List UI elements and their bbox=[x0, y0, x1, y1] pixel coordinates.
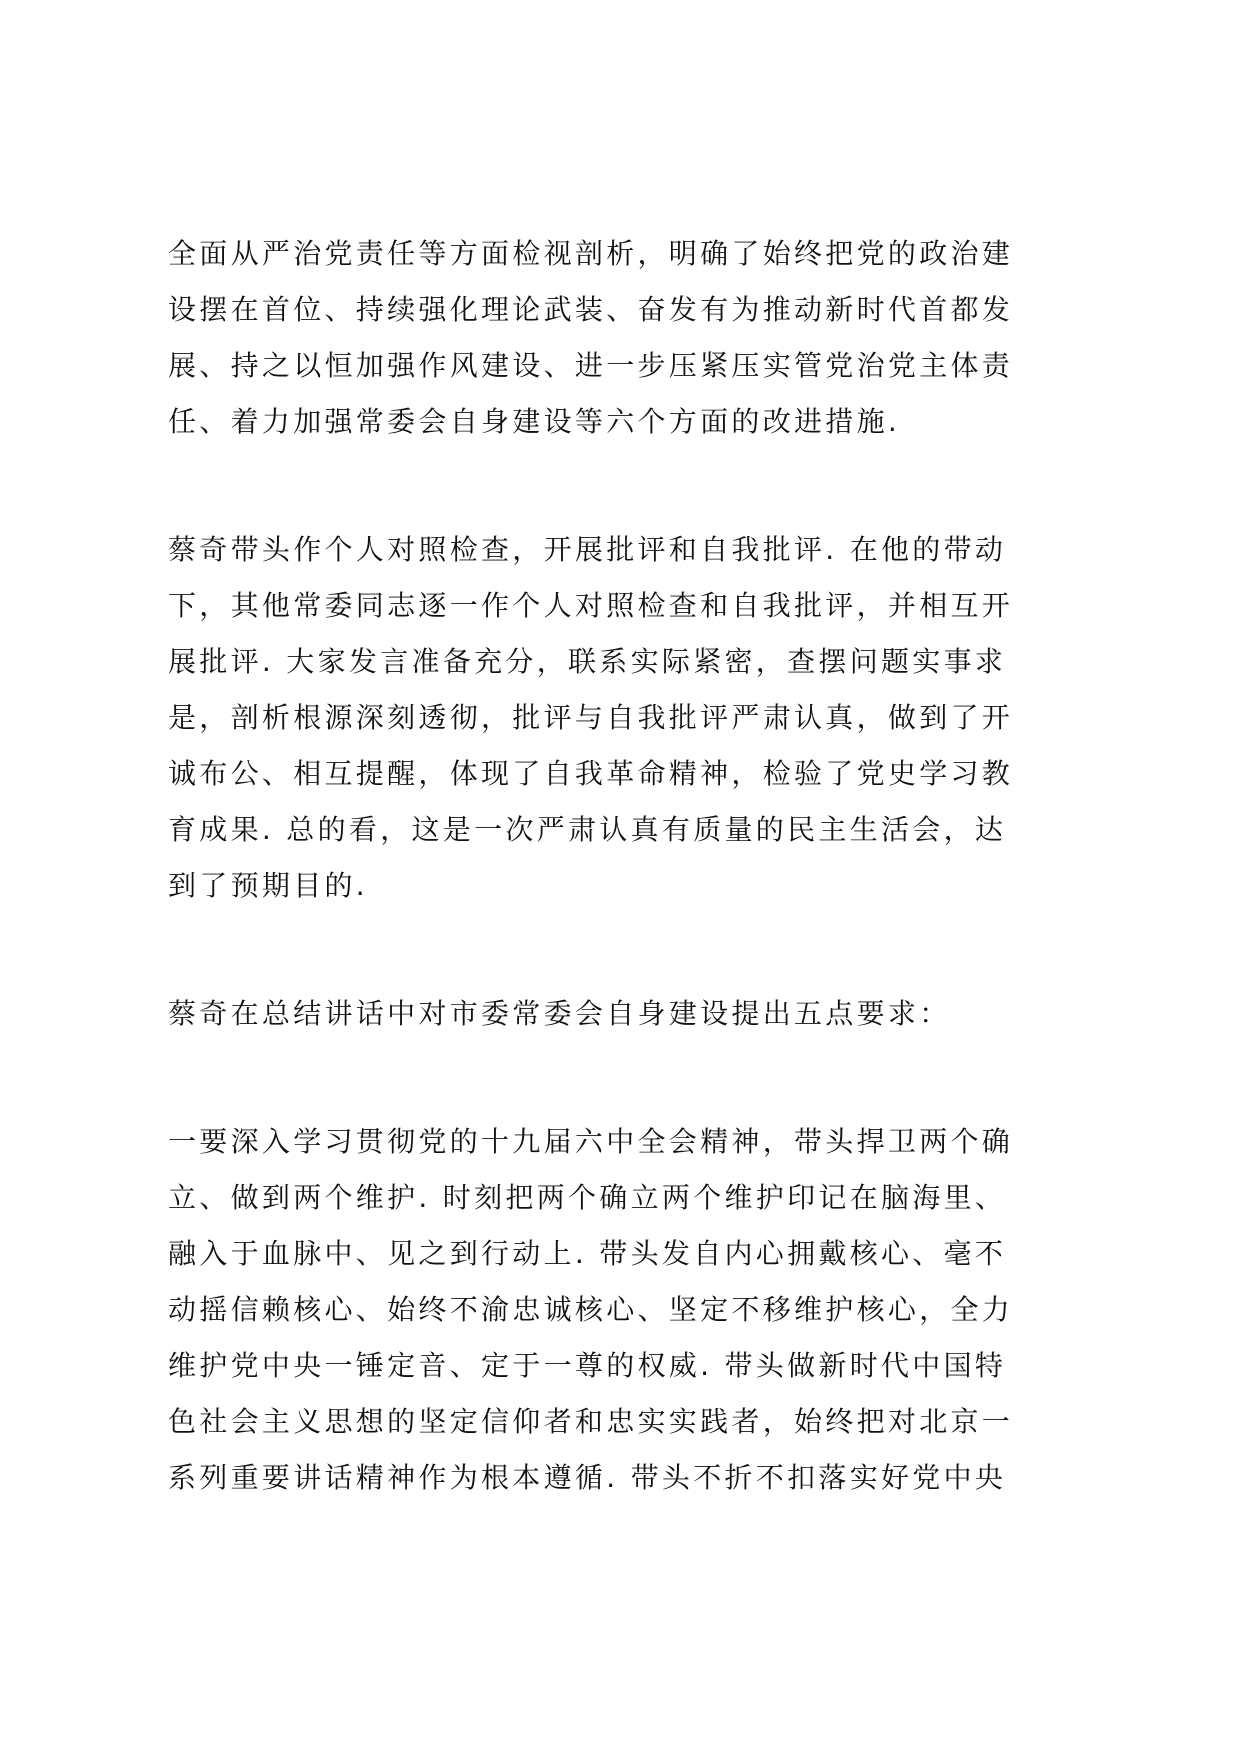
text-line: 育成果. 总的看，这是一次严肃认真有质量的民主生活会，达 bbox=[168, 813, 1007, 846]
document-body bbox=[168, 226, 1068, 1506]
text-line: 下，其他常委同志逐一作个人对照检查和自我批评，并相互开 bbox=[168, 589, 1014, 622]
text-line: 设摆在首位、持续强化理论武装、奋发有为推动新时代首都发 bbox=[168, 293, 1014, 326]
paragraph-gap bbox=[168, 914, 1068, 986]
paragraph-first-requirement bbox=[168, 1114, 1068, 1506]
paragraph-improvement-measures bbox=[168, 226, 1068, 450]
paragraph-five-requirements-intro bbox=[168, 986, 1068, 1042]
text-line: 系列重要讲话精神作为根本遵循. 带头不折不扣落实好党中央 bbox=[168, 1461, 1007, 1494]
paragraph-criticism-self-criticism bbox=[168, 522, 1068, 914]
text-line: 诚布公、相互提醒，体现了自我革命精神，检验了党史学习教 bbox=[168, 757, 1014, 790]
text-line: 展、持之以恒加强作风建设、进一步压紧压实管党治党主体责 bbox=[168, 349, 1014, 382]
paragraph-gap bbox=[168, 450, 1068, 522]
paragraph-gap bbox=[168, 1042, 1068, 1114]
text-line: 蔡奇在总结讲话中对市委常委会自身建设提出五点要求： bbox=[168, 997, 951, 1030]
text-line: 立、做到两个维护. 时刻把两个确立两个维护印记在脑海里、 bbox=[168, 1181, 1007, 1214]
text-line: 融入于血脉中、见之到行动上. 带头发自内心拥戴核心、毫不 bbox=[168, 1237, 1007, 1270]
text-line: 维护党中央一锤定音、定于一尊的权威. 带头做新时代中国特 bbox=[168, 1349, 1007, 1382]
text-line: 全面从严治党责任等方面检视剖析，明确了始终把党的政治建 bbox=[168, 237, 1014, 270]
text-line: 蔡奇带头作个人对照检查，开展批评和自我批评. 在他的带动 bbox=[168, 533, 1007, 566]
text-line: 展批评. 大家发言准备充分，联系实际紧密，查摆问题实事求 bbox=[168, 645, 1007, 678]
text-line: 一要深入学习贯彻党的十九届六中全会精神，带头捍卫两个确 bbox=[168, 1125, 1014, 1158]
text-line: 是，剖析根源深刻透彻，批评与自我批评严肃认真，做到了开 bbox=[168, 701, 1014, 734]
text-line: 到了预期目的. bbox=[168, 869, 369, 902]
text-line: 色社会主义思想的坚定信仰者和忠实实践者，始终把对北京一 bbox=[168, 1405, 1014, 1438]
text-line: 动摇信赖核心、始终不渝忠诚核心、坚定不移维护核心，全力 bbox=[168, 1293, 1014, 1326]
text-line: 任、着力加强常委会自身建设等六个方面的改进措施. bbox=[168, 405, 901, 438]
